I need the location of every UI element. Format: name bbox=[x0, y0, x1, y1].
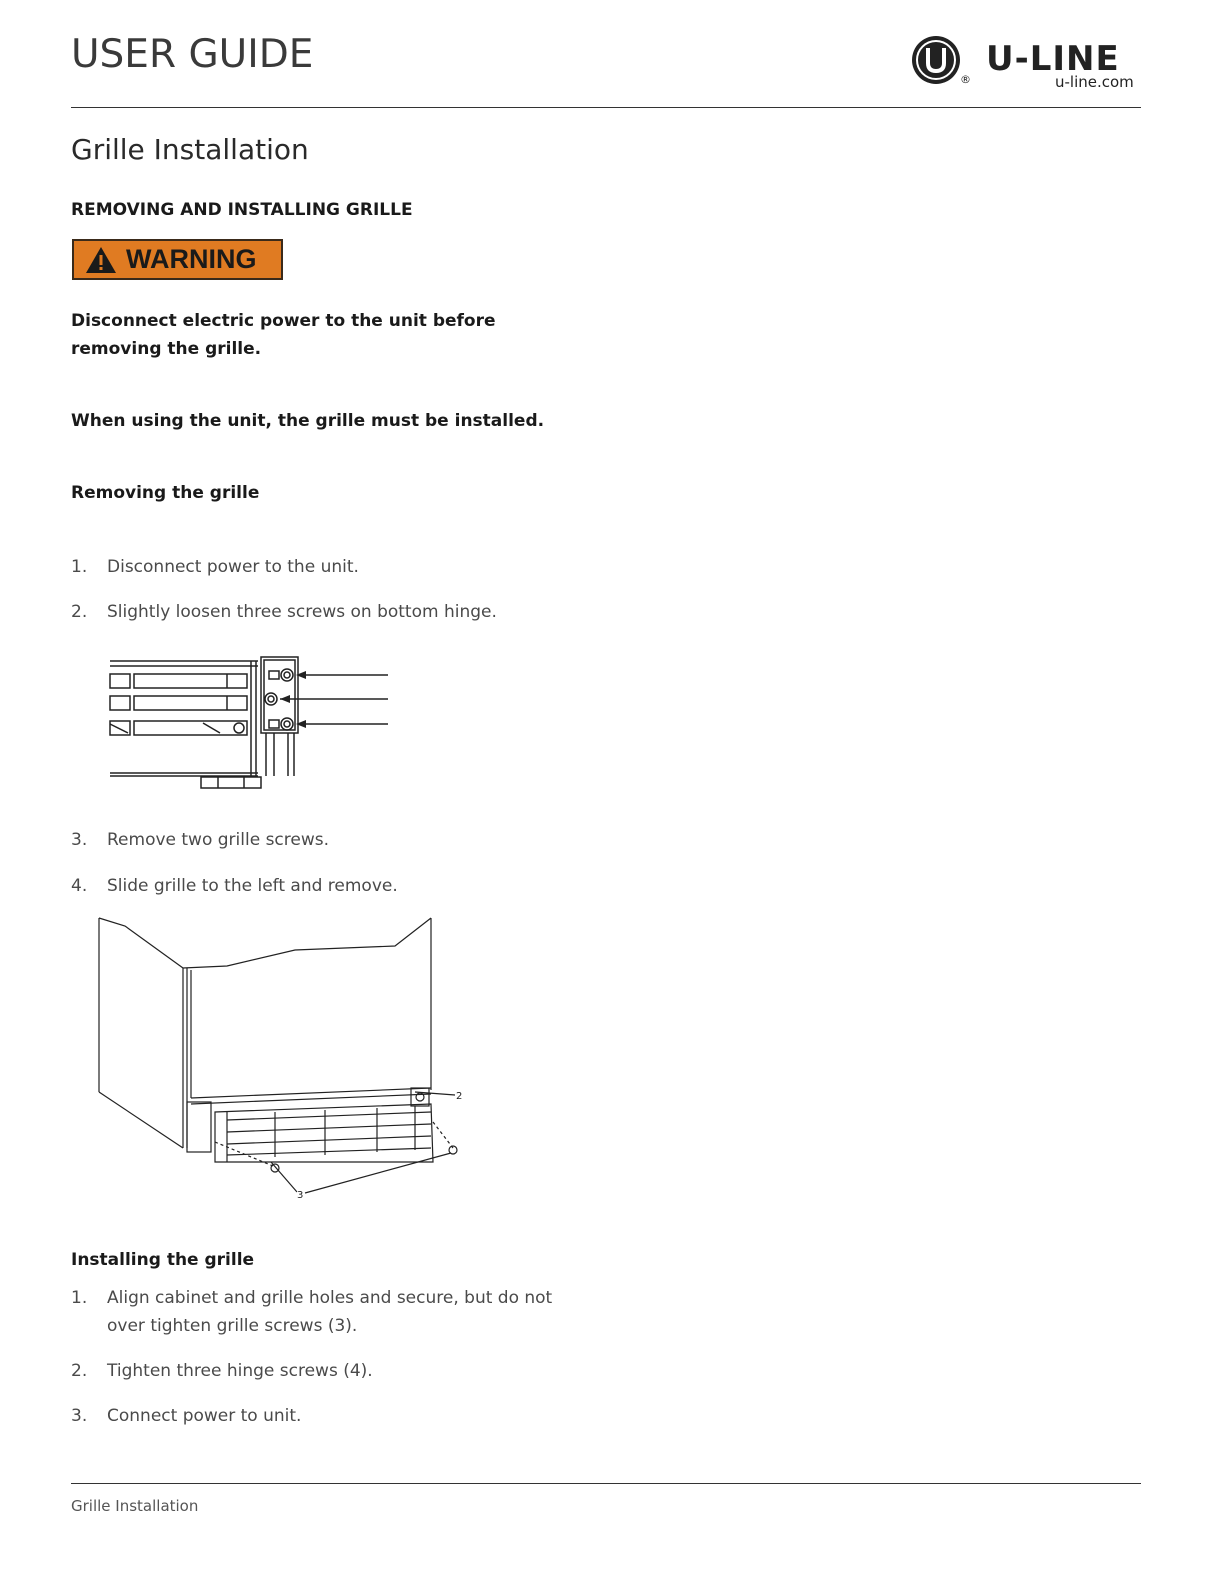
removing-heading: Removing the grille bbox=[71, 483, 260, 503]
step-number: 1. bbox=[71, 1288, 88, 1308]
hinge-screws-figure bbox=[108, 655, 398, 795]
warning-label: WARNING bbox=[126, 244, 257, 274]
warning-badge bbox=[72, 239, 283, 280]
step-text: Connect power to unit. bbox=[107, 1406, 302, 1426]
grille-note: When using the unit, the grille must be installed. bbox=[71, 411, 545, 431]
step-text: Align cabinet and grille holes and secure, but do not over tighten grille screws (3). bbox=[107, 1288, 553, 1336]
u-line-logo-icon bbox=[910, 33, 966, 89]
brand-url[interactable]: u-line.com bbox=[1055, 73, 1134, 91]
warning-triangle-icon bbox=[84, 245, 118, 275]
step-number: 3. bbox=[71, 1406, 88, 1426]
step-number: 1. bbox=[71, 557, 88, 577]
removing-step-2 bbox=[71, 598, 577, 626]
section-title: Grille Installation bbox=[71, 133, 309, 166]
brand-logo[interactable] bbox=[910, 33, 1142, 93]
removing-step-1 bbox=[71, 553, 577, 581]
section-subheading: REMOVING AND INSTALLING GRILLE bbox=[71, 200, 413, 220]
grille-removal-figure bbox=[95, 912, 475, 1202]
header-divider bbox=[71, 107, 1141, 108]
step-number: 2. bbox=[71, 1361, 88, 1381]
removing-step-4 bbox=[71, 872, 577, 900]
callout-3: 3 bbox=[297, 1190, 304, 1201]
registered-mark: ® bbox=[960, 73, 971, 86]
footer-label: Grille Installation bbox=[71, 1497, 199, 1515]
installing-step-2 bbox=[71, 1357, 577, 1385]
installing-heading: Installing the grille bbox=[71, 1250, 255, 1270]
step-text: Slightly loosen three screws on bottom hinge. bbox=[107, 602, 497, 622]
step-text: Disconnect power to the unit. bbox=[107, 557, 359, 577]
page-header-title: USER GUIDE bbox=[71, 32, 314, 77]
step-number: 4. bbox=[71, 876, 88, 896]
step-text: Remove two grille screws. bbox=[107, 830, 330, 850]
step-text: Tighten three hinge screws (4). bbox=[107, 1361, 373, 1381]
callout-2: 2 bbox=[456, 1091, 463, 1102]
removing-step-3 bbox=[71, 826, 577, 854]
installing-step-1 bbox=[71, 1284, 577, 1340]
step-number: 2. bbox=[71, 602, 88, 622]
step-number: 3. bbox=[71, 830, 88, 850]
step-text: Slide grille to the left and remove. bbox=[107, 876, 398, 896]
warning-message: Disconnect electric power to the unit before removing the grille. bbox=[71, 311, 496, 359]
brand-wordmark: U-LINE bbox=[986, 39, 1120, 79]
installing-step-3 bbox=[71, 1402, 577, 1430]
footer-divider bbox=[71, 1483, 1141, 1484]
